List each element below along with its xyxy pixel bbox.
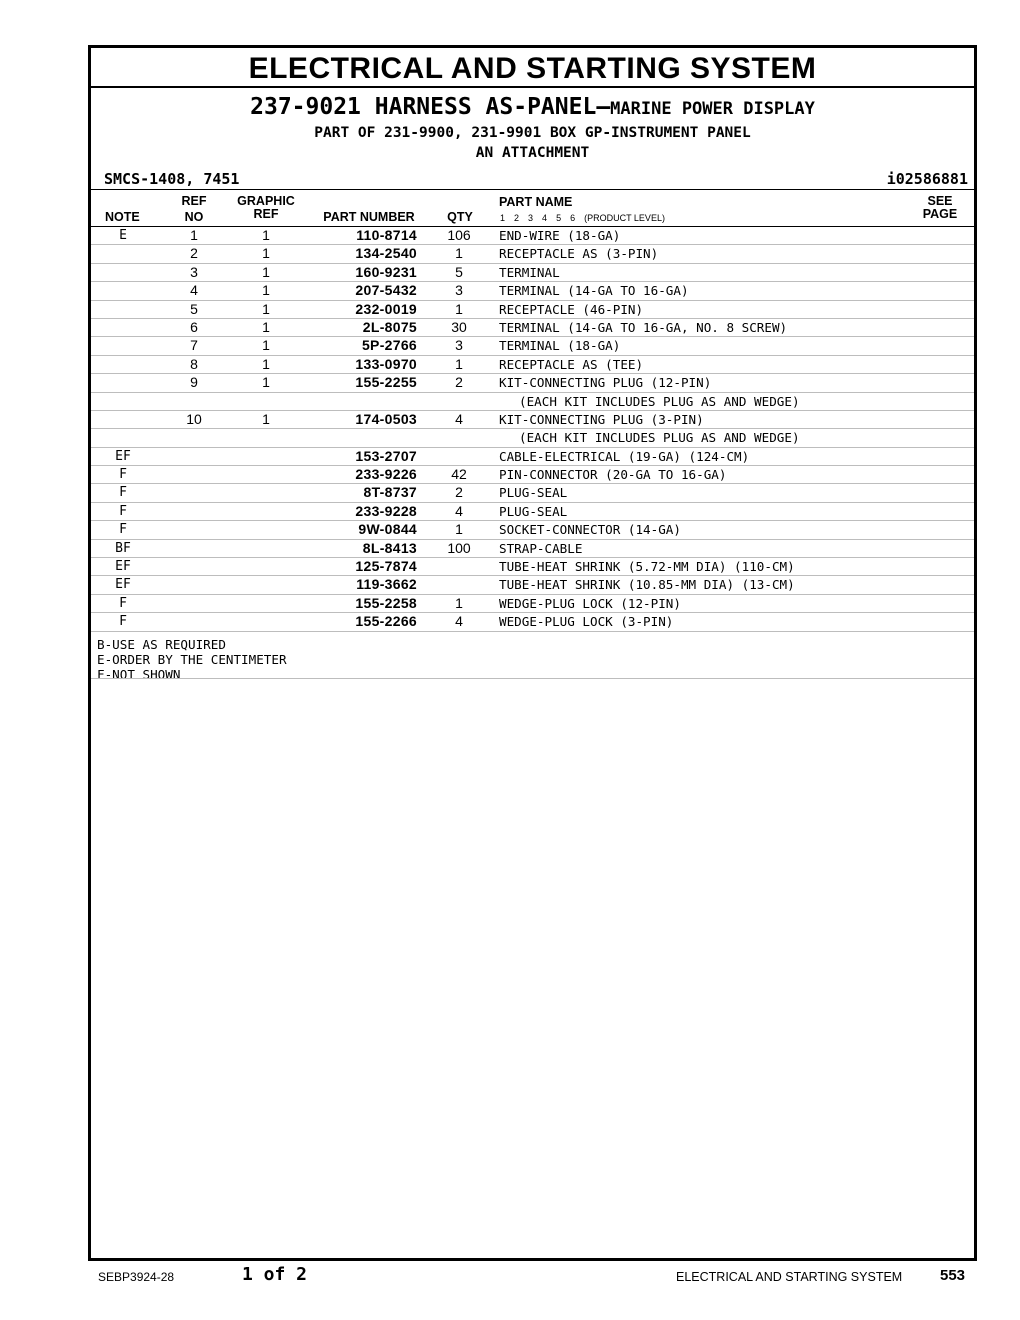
cell-graphic-ref: 1 <box>262 282 270 299</box>
cell-part-name: (EACH KIT INCLUDES PLUG AS AND WEDGE) <box>519 430 800 446</box>
cell-qty: 30 <box>451 318 467 335</box>
table-row <box>91 411 974 429</box>
cell-part-number: 8T-8737 <box>363 484 417 501</box>
cell-qty: 100 <box>447 539 471 556</box>
cell-part-number: 134-2540 <box>355 245 417 262</box>
table-row <box>91 521 974 539</box>
cell-note: E <box>119 228 127 243</box>
footer-page-number: 553 <box>940 1267 966 1284</box>
table-row <box>91 429 974 447</box>
table-row <box>91 374 974 392</box>
product-levels <box>500 213 674 223</box>
cell-ref-no: 6 <box>190 318 198 335</box>
part-subtitle-1: PART OF 231-9900, 231-9901 BOX GP-INSTRUMENT PANEL <box>314 125 751 141</box>
cell-graphic-ref: 1 <box>262 355 270 372</box>
cell-note: EF <box>115 559 131 575</box>
cell-qty: 2 <box>455 484 463 501</box>
column-header-graphic-bottom: REF <box>253 207 279 221</box>
cell-qty: 5 <box>455 263 463 280</box>
column-header-graphic-top: GRAPHIC <box>237 194 295 208</box>
part-title <box>91 92 974 124</box>
cell-graphic-ref: 1 <box>262 337 270 354</box>
cell-qty: 106 <box>447 227 471 243</box>
product-level-5: 5 <box>556 213 562 223</box>
cell-part-number: 207-5432 <box>355 282 417 299</box>
cell-part-name: TERMINAL <box>499 264 560 280</box>
cell-qty: 1 <box>455 521 463 538</box>
footer-section: ELECTRICAL AND STARTING SYSTEM <box>676 1270 903 1284</box>
cell-qty: 2 <box>455 374 463 391</box>
table-row <box>91 595 974 613</box>
cell-ref-no: 10 <box>186 410 202 427</box>
table-row <box>91 503 974 521</box>
cell-part-number: 133-0970 <box>355 355 417 372</box>
column-header-part-number: PART NUMBER <box>323 210 415 224</box>
notes-legend <box>97 637 287 682</box>
table-row <box>91 576 974 594</box>
cell-part-number: 155-2255 <box>355 374 417 391</box>
column-header-part-name: PART NAME <box>499 195 573 209</box>
cell-graphic-ref: 1 <box>262 245 270 262</box>
part-subtitle-2: AN ATTACHMENT <box>475 145 590 161</box>
product-level-1: 1 <box>500 213 506 223</box>
column-header-see-bottom: PAGE <box>922 207 958 221</box>
cell-part-number: 9W-0844 <box>358 521 417 538</box>
cell-ref-no: 4 <box>190 282 198 299</box>
cell-graphic-ref: 1 <box>262 318 270 335</box>
cell-graphic-ref: 1 <box>262 300 270 317</box>
cell-qty: 4 <box>455 410 463 427</box>
illustration-id: i02586881 <box>886 170 968 188</box>
cell-part-name: TERMINAL (18-GA) <box>499 338 621 354</box>
cell-part-number: 160-9231 <box>355 263 417 280</box>
cell-part-name: CABLE-ELECTRICAL (19-GA) (124-CM) <box>499 448 750 464</box>
cell-part-name: RECEPTACLE AS (TEE) <box>499 356 644 372</box>
cell-part-number: 119-3662 <box>356 576 417 593</box>
cell-qty: 1 <box>455 245 463 262</box>
cell-ref-no: 7 <box>190 337 198 354</box>
notes-divider <box>91 678 974 679</box>
cell-part-name: PLUG-SEAL <box>499 485 568 501</box>
note-f: F-NOT SHOWN <box>97 667 181 682</box>
cell-note: EF <box>115 577 131 593</box>
cell-graphic-ref: 1 <box>262 227 270 243</box>
cell-part-name: TUBE-HEAT SHRINK (10.85-MM DIA) (13-CM) <box>499 577 795 593</box>
cell-part-number: 8L-8413 <box>362 539 417 556</box>
cell-ref-no: 9 <box>190 374 198 391</box>
cell-ref-no: 2 <box>190 245 198 262</box>
cell-note: F <box>119 595 127 611</box>
column-header-ref-no <box>179 195 209 224</box>
cell-qty: 3 <box>455 282 463 299</box>
cell-qty: 3 <box>455 337 463 354</box>
table-row <box>91 613 974 631</box>
cell-part-number: 233-9226 <box>355 466 417 483</box>
cell-ref-no: 3 <box>190 263 198 280</box>
table-row <box>91 540 974 558</box>
column-header-see-page <box>920 195 960 221</box>
cell-part-name: PLUG-SEAL <box>499 503 568 519</box>
table-row <box>91 319 974 337</box>
column-header-note: NOTE <box>105 210 140 224</box>
product-level-2: 2 <box>514 213 520 223</box>
cell-part-name: KIT-CONNECTING PLUG (12-PIN) <box>499 375 712 391</box>
document-title: ELECTRICAL AND STARTING SYSTEM <box>248 52 817 85</box>
footer-doc-id: SEBP3924-28 <box>98 1270 175 1284</box>
product-level-6: 6 <box>570 213 576 223</box>
cell-graphic-ref: 1 <box>262 410 270 427</box>
product-level-4: 4 <box>542 213 548 223</box>
cell-part-name: SOCKET-CONNECTOR (14-GA) <box>499 522 681 538</box>
cell-qty: 4 <box>455 613 463 630</box>
part-title-main: 237-9021 HARNESS AS-PANEL <box>250 94 597 120</box>
table-row <box>91 466 974 484</box>
cell-graphic-ref: 1 <box>262 263 270 280</box>
cell-note: F <box>119 485 127 501</box>
cell-note: BF <box>115 540 131 556</box>
table-row <box>91 393 974 411</box>
cell-part-name: STRAP-CABLE <box>499 540 583 556</box>
table-row <box>91 264 974 282</box>
cell-qty: 1 <box>455 300 463 317</box>
cell-qty: 1 <box>455 594 463 611</box>
header-divider <box>91 189 974 190</box>
cell-part-number: 233-9228 <box>355 502 417 519</box>
cell-part-name: (EACH KIT INCLUDES PLUG AS AND WEDGE) <box>519 393 800 409</box>
part-title-suffix: MARINE POWER DISPLAY <box>610 99 815 119</box>
cell-part-name: TERMINAL (14-GA TO 16-GA) <box>499 283 689 299</box>
note-e: E-ORDER BY THE CENTIMETER <box>97 652 287 667</box>
cell-part-number: 153-2707 <box>355 447 417 464</box>
table-row <box>91 448 974 466</box>
table-row <box>91 337 974 355</box>
product-level-3: 3 <box>528 213 534 223</box>
cell-part-number: 2L-8075 <box>362 318 417 335</box>
cell-note: F <box>119 503 127 519</box>
cell-part-number: 110-8714 <box>356 227 417 243</box>
footer-page-of: 1 of 2 <box>242 1264 308 1285</box>
cell-ref-no: 5 <box>190 300 198 317</box>
table-row <box>91 245 974 263</box>
cell-note: F <box>119 522 127 538</box>
table-row <box>91 484 974 502</box>
cell-part-number: 232-0019 <box>355 300 417 317</box>
cell-part-name: RECEPTACLE (46-PIN) <box>499 301 644 317</box>
table-row <box>91 282 974 300</box>
note-b: B-USE AS REQUIRED <box>97 637 226 652</box>
page-frame <box>88 45 977 1261</box>
cell-note: F <box>119 614 127 630</box>
title-divider <box>91 86 974 88</box>
cell-qty: 4 <box>455 502 463 519</box>
cell-part-name: TUBE-HEAT SHRINK (5.72-MM DIA) (110-CM) <box>499 559 795 575</box>
cell-part-name: RECEPTACLE AS (3-PIN) <box>499 246 659 262</box>
cell-part-number: 155-2258 <box>355 594 417 611</box>
cell-ref-no: 8 <box>190 355 198 372</box>
product-level-label: (PRODUCT LEVEL) <box>584 213 665 223</box>
column-header-qty: QTY <box>447 210 473 224</box>
cell-part-name: WEDGE-PLUG LOCK (12-PIN) <box>499 595 681 611</box>
cell-graphic-ref: 1 <box>262 374 270 391</box>
cell-part-name: KIT-CONNECTING PLUG (3-PIN) <box>499 411 704 427</box>
table-row <box>91 558 974 576</box>
table-row <box>91 301 974 319</box>
smcs-code: SMCS-1408, 7451 <box>104 170 240 188</box>
cell-part-number: 174-0503 <box>355 410 417 427</box>
part-title-dash: — <box>596 94 611 120</box>
cell-note: EF <box>115 448 131 464</box>
parts-table <box>91 226 974 632</box>
cell-ref-no: 1 <box>190 227 198 243</box>
cell-part-name: TERMINAL (14-GA TO 16-GA, NO. 8 SCREW) <box>499 319 788 335</box>
cell-qty: 1 <box>455 355 463 372</box>
cell-part-number: 125-7874 <box>355 558 417 575</box>
table-row <box>91 356 974 374</box>
table-row <box>91 227 974 245</box>
column-header-ref-top: REF <box>181 194 207 208</box>
column-header-see-top: SEE <box>927 194 953 208</box>
cell-part-number: 155-2266 <box>355 613 417 630</box>
column-header-graphic-ref <box>231 195 301 221</box>
cell-note: F <box>119 467 127 483</box>
cell-part-name: WEDGE-PLUG LOCK (3-PIN) <box>499 614 674 630</box>
cell-qty: 42 <box>451 466 467 483</box>
cell-part-name: PIN-CONNECTOR (20-GA TO 16-GA) <box>499 467 727 483</box>
cell-part-name: END-WIRE (18-GA) <box>499 228 621 243</box>
cell-part-number: 5P-2766 <box>361 337 417 354</box>
column-header-ref-bottom: NO <box>184 210 204 224</box>
